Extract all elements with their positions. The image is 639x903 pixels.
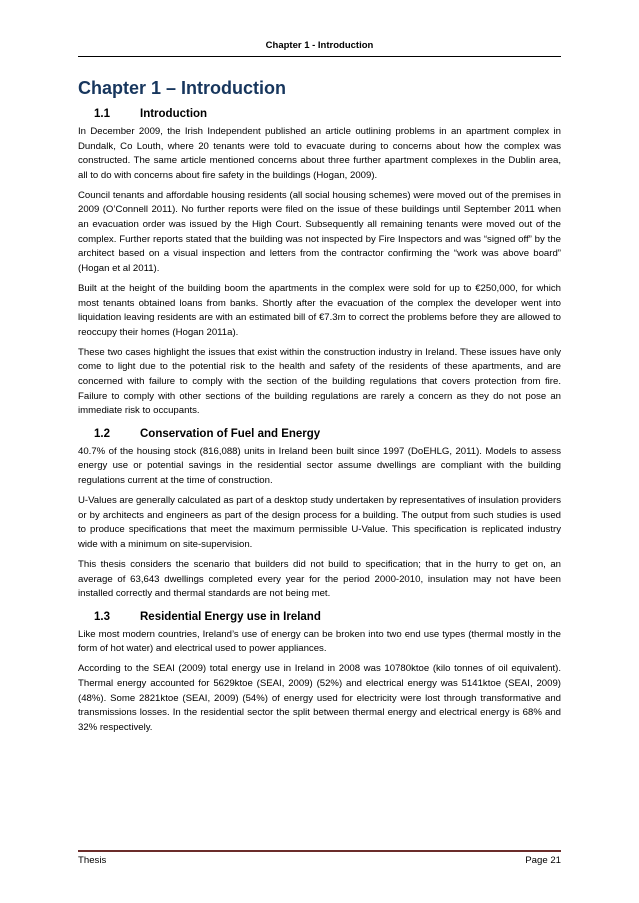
paragraph: According to the SEAI (2009) total energy use in Ireland in 2008 was 10780ktoe (kilo tonnes of oil equivalent). Thermal energy accounted for 5629ktoe (SEAI, 2009) (52%) and electrical energy was 5141ktoe (SEAI, 2009) (48%). Some 2821ktoe (SEAI, 2009) (54%) of energy used for electricity were lost through transformative and transmissions losses. In the residential sector the split between thermal energy and electrical energy is 68% and 32% respectively. — [78, 663, 561, 733]
section-heading — [94, 108, 561, 120]
section-1-1 — [78, 108, 561, 419]
section-title: Conservation of Fuel and Energy — [140, 427, 321, 440]
footer-divider — [78, 850, 561, 852]
section-heading — [94, 611, 561, 623]
paragraph: U-Values are generally calculated as part of a desktop study undertaken by representatives of insulation providers or by architects and engineers as part of the design process for a building. The output from such studies is used to produce specifications that meet the maximum permissible U-Value. This specification is replicated industry wide with a minimum on site-supervision. — [78, 495, 561, 550]
section-1-2 — [78, 428, 561, 602]
paragraph: 40.7% of the housing stock (816,088) units in Ireland been built since 1997 (DoEHLG, 2011). Models to assess energy use or potential savings in the residential sector assume dwellings are compliant with the building regulations current at the time of construction. — [78, 445, 561, 486]
section-heading — [94, 428, 561, 440]
section-number: 1.3 — [94, 610, 110, 623]
paragraph: Built at the height of the building boom the apartments in the complex were sold for up to €250,000, for which most tenants obtained loans from banks. Shortly after the evacuation of the complex the developer went into liquidation leaving residents are with an estimated bill of €7.3m to correct the problems before they are allowed to reoccupy their homes (Hogan 2011a). — [78, 282, 561, 338]
section-title: Residential Energy use in Ireland — [140, 610, 321, 623]
running-header: Chapter 1 - Introduction — [265, 40, 374, 51]
paragraph: Council tenants and affordable housing residents (all social housing schemes) were moved out of the premises in 2009 (O’Connell 2011). No further reports were filed on the issue of these buildings until September 2011 when an evacuation order was issued by the High Court. Subsequently all remaining tenants were moved out of the complex. Further reports stated that the building was not inspected by Fire Inspectors and was “signed off” by the architect based on a visual inspection and letters from the contractor confirming the “work was above board” (Hogan et al 2011). — [78, 189, 561, 274]
paragraph: This thesis considers the scenario that builders did not build to specification; that in the hurry to get on, an average of 63,643 dwellings completed every year for the period 2000-2010, insulation may not have been installed correctly and thermal standards are not being met. — [78, 558, 561, 600]
chapter-title: Chapter 1 – Introduction — [78, 78, 287, 98]
page-footer — [78, 855, 561, 866]
section-1-3 — [78, 611, 561, 736]
page-content — [78, 78, 561, 741]
paragraph: In December 2009, the Irish Independent published an article outlining problems in an apartment complex in Dundalk, Co Louth, where 20 tenants were told to evacuate during to concerns about how the complex was constructed. The same article mentioned concerns about three further apartment complexes in the Dublin area, all to do with concerns about fire safety in the buildings (Hogan, 2009). — [78, 126, 561, 181]
page-number: Page 21 — [525, 855, 561, 866]
section-number: 1.1 — [94, 108, 110, 120]
header-divider — [78, 56, 561, 57]
section-title: Introduction — [140, 108, 208, 120]
paragraph: Like most modern countries, Ireland’s use of energy can be broken into two end use types (thermal mostly in the form of hot water) and electrical used to power appliances. — [78, 628, 561, 655]
footer-doc-label: Thesis — [78, 855, 107, 866]
paragraph: These two cases highlight the issues that exist within the construction industry in Ireland. These issues have only come to light due to the potential risk to the health and safety of the residents of these apartments, and are concerned with failure to comply with the section of the building regulations that covers protection from fire. Failure to comply with other sections of the building regulations are rarely a concern as they do not pose an immediate risk to occupants. — [78, 346, 561, 417]
section-number: 1.2 — [94, 427, 110, 440]
